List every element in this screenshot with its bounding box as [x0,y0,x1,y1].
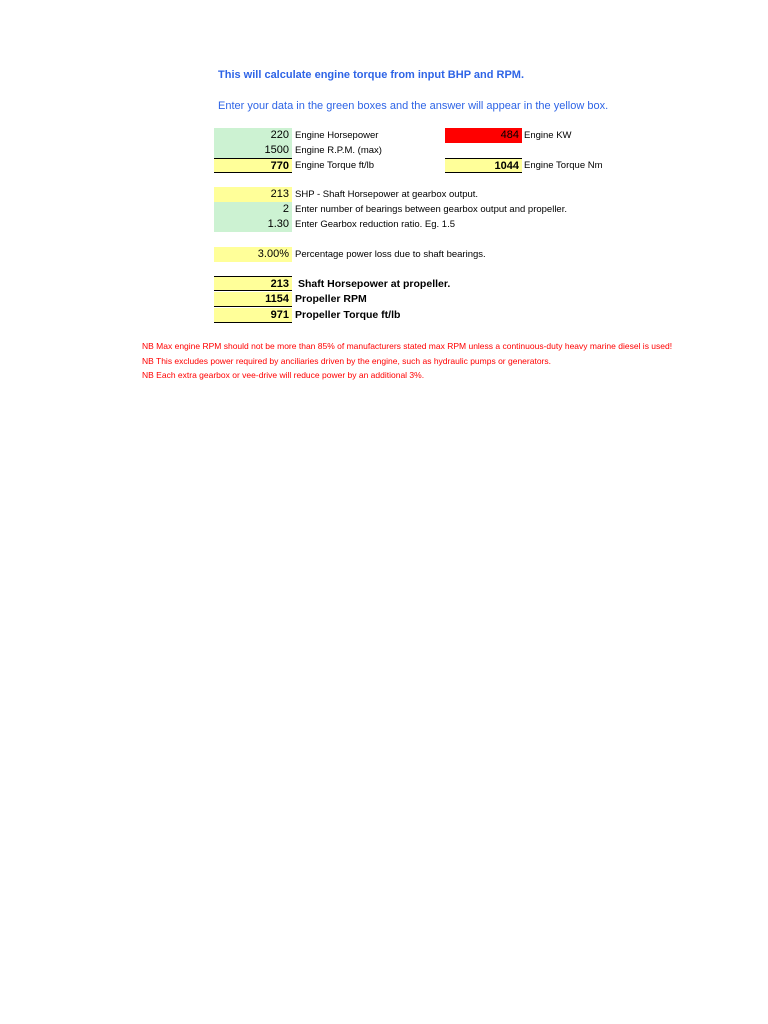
bearings-count-input[interactable]: 2 [214,202,292,217]
power-loss-output: 3.00% [214,247,292,262]
gearbox-shp-output: 213 [214,187,292,202]
propeller-torque-output: 971 [214,308,292,323]
engine-torque-nm-label: Engine Torque Nm [524,160,603,171]
engine-kw-output: 484 [445,128,522,143]
engine-kw-label: Engine KW [524,130,572,141]
engine-horsepower-input[interactable]: 220 [214,128,292,143]
propeller-rpm-label: Propeller RPM [295,293,367,305]
note-extra-gearbox: NB Each extra gearbox or vee-drive will reduce power by an additional 3%. [142,370,425,380]
gearbox-ratio-label: Enter Gearbox reduction ratio. Eg. 1.5 [295,219,456,230]
bearings-count-label: Enter number of bearings between gearbox output and propeller. [295,204,567,215]
engine-torque-ftlb-label: Engine Torque ft/lb [295,160,375,171]
engine-torque-nm-output: 1044 [445,158,522,173]
engine-rpm-input[interactable]: 1500 [214,143,292,158]
instructions: Enter your data in the green boxes and the answer will appear in the yellow box. [218,100,609,112]
propeller-rpm-output: 1154 [214,292,292,307]
gearbox-shp-label: SHP - Shaft Horsepower at gearbox output. [295,189,479,200]
power-loss-label: Percentage power loss due to shaft bearings. [295,249,486,260]
propeller-shp-output: 213 [214,276,292,291]
engine-torque-ftlb-output: 770 [214,158,292,173]
propeller-shp-label: Shaft Horsepower at propeller. [298,278,451,290]
propeller-torque-label: Propeller Torque ft/lb [295,309,401,321]
gearbox-ratio-input[interactable]: 1.30 [214,217,292,232]
note-max-rpm: NB Max engine RPM should not be more than 85% of manufacturers stated max RPM unless a continuous-duty heavy marine diesel is used! [142,341,673,351]
engine-rpm-label: Engine R.P.M. (max) [295,145,382,156]
page-title: This will calculate engine torque from input BHP and RPM. [218,69,524,81]
note-anciliaries: NB This excludes power required by anciliaries driven by the engine, such as hydraulic pumps or generators. [142,356,552,366]
engine-horsepower-label: Engine Horsepower [295,130,379,141]
